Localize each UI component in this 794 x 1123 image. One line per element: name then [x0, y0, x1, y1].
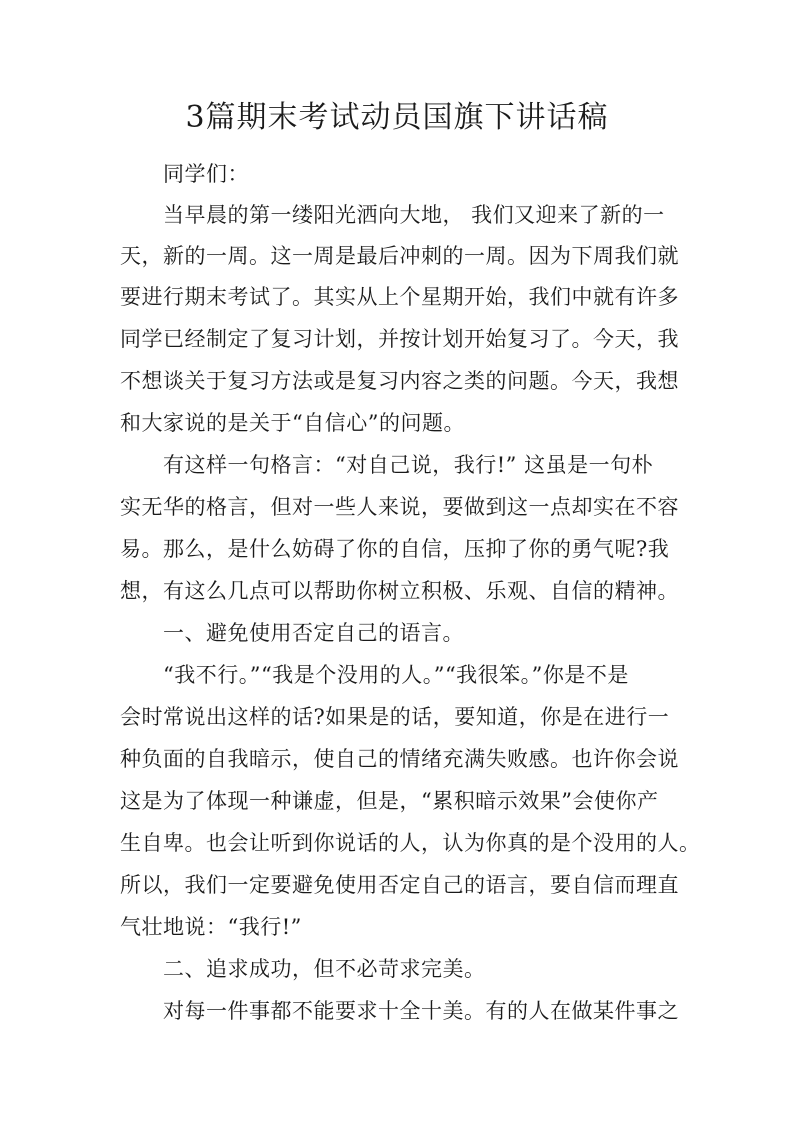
paragraph-line: 所以，我们一定要避免使用否定自己的语言，要自信而理直 — [120, 873, 679, 897]
paragraph-line: 和大家说的是关于“自信心”的问题。 — [120, 411, 465, 435]
document-title: 3篇期末考试动员国旗下讲话稿 — [185, 100, 609, 135]
paragraph-line: 这是为了体现一种谦虚，但是，“累积暗示效果”会使你产 — [120, 789, 659, 813]
paragraph-line: 同学们： — [163, 162, 249, 186]
paragraph-line: 有这样一句格言：“对自己说，我行!” 这虽是一句朴 — [163, 453, 654, 477]
paragraph-line: 实无华的格言，但对一些人来说，要做到这一点却实在不容 — [120, 495, 679, 519]
paragraph-line: 气壮地说：“我行!” — [120, 915, 302, 939]
paragraph-line: 生自卑。也会让听到你说话的人，认为你真的是个没用的人。 — [120, 831, 701, 855]
paragraph-line: 要进行期末考试了。其实从上个星期开始，我们中就有许多 — [120, 285, 679, 309]
section-heading: 二、追求成功，但不必苛求完美。 — [163, 957, 486, 981]
paragraph-line: “我不行。”“我是个没用的人。”“我很笨。”你是不是 — [163, 663, 629, 687]
paragraph-line: 会时常说出这样的话?如果是的话，要知道，你是在进行一 — [120, 705, 670, 729]
paragraph-line: 不想谈关于复习方法或是复习内容之类的问题。今天，我想 — [120, 369, 679, 393]
section-heading: 一、避免使用否定自己的语言。 — [163, 621, 464, 645]
paragraph-line: 对每一件事都不能要求十全十美。有的人在做某件事之 — [163, 999, 679, 1023]
paragraph-line: 种负面的自我暗示，使自己的情绪充满失败感。也许你会说 — [120, 747, 679, 771]
paragraph-line: 想，有这么几点可以帮助你树立积极、乐观、自信的精神。 — [120, 579, 679, 603]
paragraph-line: 当早晨的第一缕阳光洒向大地， 我们又迎来了新的一 — [163, 203, 665, 227]
paragraph-line: 易。那么，是什么妨碍了你的自信，压抑了你的勇气呢?我 — [120, 537, 670, 561]
paragraph-line: 同学已经制定了复习计划，并按计划开始复习了。今天，我 — [120, 327, 679, 351]
paragraph-line: 天，新的一周。这一周是最后冲刺的一周。因为下周我们就 — [120, 244, 679, 268]
